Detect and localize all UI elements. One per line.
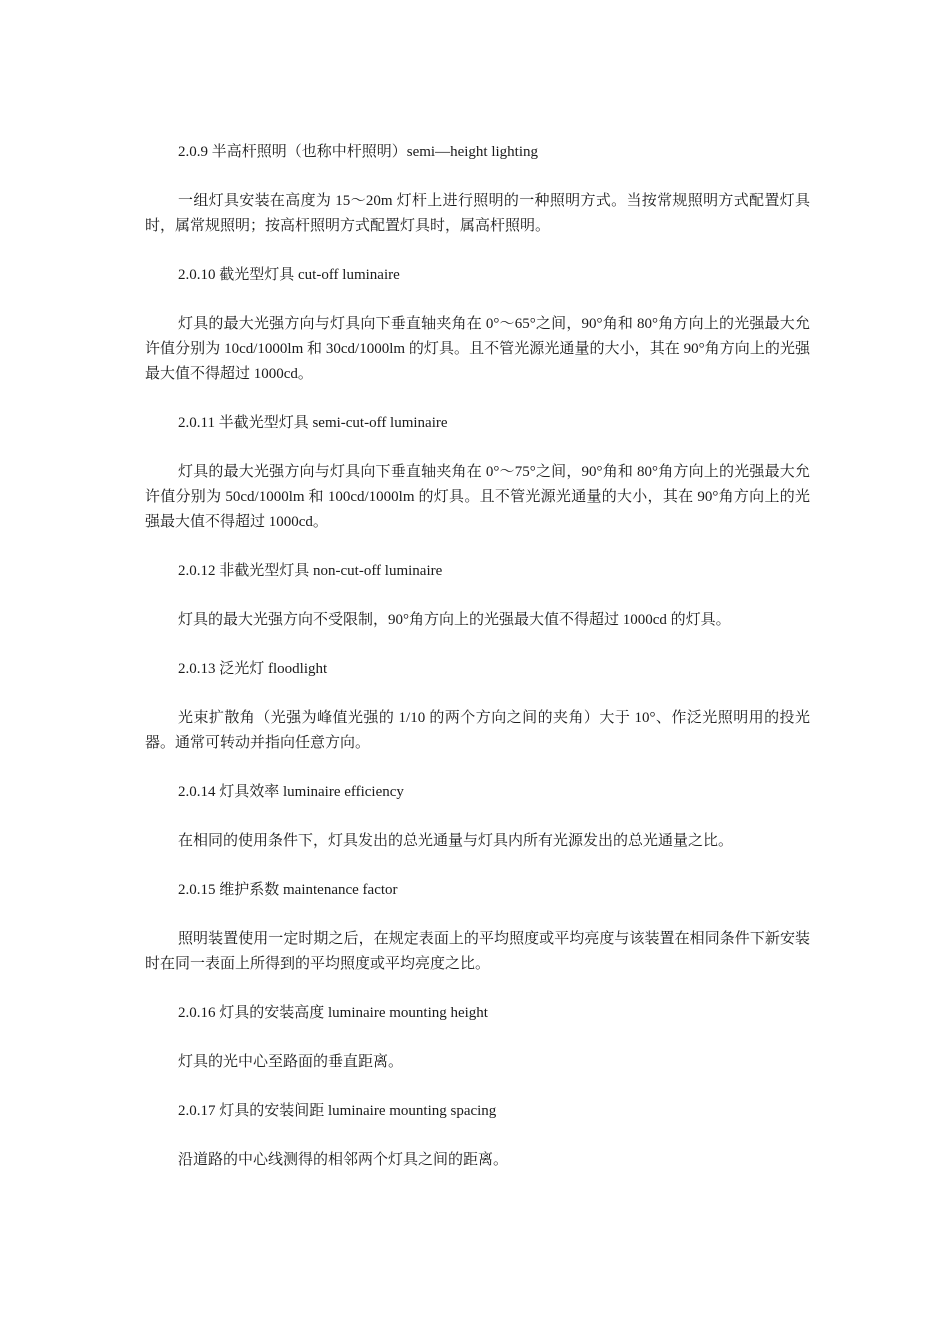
section-body: 灯具的最大光强方向与灯具向下垂直轴夹角在 0°～75°之间，90°角和 80°角方向上的光强最大允许值分别为 50cd/1000lm 和 100cd/1000lm 的灯具。且不管光源光通量的大小，其在 90°角方向上的光强最大值不得超过 1000cd。 bbox=[145, 464, 810, 530]
section-2-0-17 bbox=[145, 1099, 810, 1173]
section-body: 一组灯具安装在高度为 15～20m 灯杆上进行照明的一种照明方式。当按常规照明方式配置灯具时，属常规照明；按高杆照明方式配置灯具时，属高杆照明。 bbox=[145, 193, 810, 234]
section-2-0-13 bbox=[145, 657, 810, 756]
section-body: 光束扩散角（光强为峰值光强的 1/10 的两个方向之间的夹角）大于 10°、作泛光照明用的投光器。通常可转动并指向任意方向。 bbox=[145, 710, 810, 751]
section-body: 灯具的光中心至路面的垂直距离。 bbox=[178, 1054, 404, 1070]
document-page bbox=[145, 140, 810, 1197]
section-heading: 2.0.9 半高杆照明（也称中杆照明）semi—height lighting bbox=[178, 144, 538, 160]
section-2-0-16 bbox=[145, 1001, 810, 1075]
section-body: 灯具的最大光强方向与灯具向下垂直轴夹角在 0°～65°之间，90°角和 80°角方向上的光强最大允许值分别为 10cd/1000lm 和 30cd/1000lm 的灯具。且不管光源光通量的大小，其在 90°角方向上的光强最大值不得超过 1000cd。 bbox=[145, 316, 810, 382]
section-2-0-11 bbox=[145, 411, 810, 535]
section-heading: 2.0.11 半截光型灯具 semi-cut-off luminaire bbox=[178, 415, 448, 431]
section-body: 沿道路的中心线测得的相邻两个灯具之间的距离。 bbox=[178, 1152, 509, 1168]
section-2-0-14 bbox=[145, 780, 810, 854]
section-body: 照明装置使用一定时期之后，在规定表面上的平均照度或平均亮度与该装置在相同条件下新安装时在同一表面上所得到的平均照度或平均亮度之比。 bbox=[145, 931, 810, 972]
section-2-0-12 bbox=[145, 559, 810, 633]
section-heading: 2.0.13 泛光灯 floodlight bbox=[178, 661, 328, 677]
section-2-0-10 bbox=[145, 263, 810, 387]
section-2-0-9 bbox=[145, 140, 810, 239]
section-heading: 2.0.17 灯具的安装间距 luminaire mounting spacing bbox=[178, 1103, 497, 1119]
section-2-0-15 bbox=[145, 878, 810, 977]
section-heading: 2.0.10 截光型灯具 cut-off luminaire bbox=[178, 267, 400, 283]
section-body: 在相同的使用条件下，灯具发出的总光通量与灯具内所有光源发出的总光通量之比。 bbox=[178, 833, 734, 849]
section-body: 灯具的最大光强方向不受限制，90°角方向上的光强最大值不得超过 1000cd 的灯具。 bbox=[178, 612, 731, 628]
section-heading: 2.0.14 灯具效率 luminaire efficiency bbox=[178, 784, 404, 800]
section-heading: 2.0.12 非截光型灯具 non-cut-off luminaire bbox=[178, 563, 443, 579]
section-heading: 2.0.15 维护系数 maintenance factor bbox=[178, 882, 398, 898]
section-heading: 2.0.16 灯具的安装高度 luminaire mounting height bbox=[178, 1005, 488, 1021]
